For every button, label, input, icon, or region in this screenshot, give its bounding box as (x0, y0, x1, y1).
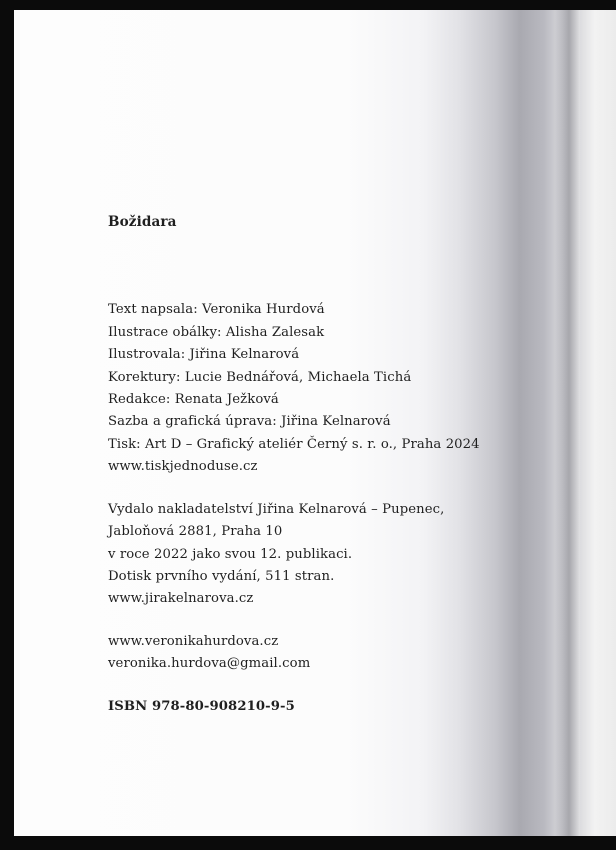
credit-cover-illustration: Ilustrace obálky: Alisha Zalesak (108, 325, 325, 340)
publisher-line-1: Vydalo nakladatelství Jiřina Kelnarová – Pupenec, (108, 502, 445, 517)
author-email: veronika.hurdova@gmail.com (108, 656, 311, 671)
edition-info: Dotisk prvního vydání, 511 stran. (108, 569, 335, 584)
publisher-website: www.jirakelnarova.cz (108, 591, 254, 606)
credit-typesetting: Sazba a grafická úprava: Jiřina Kelnarová (108, 414, 391, 429)
printer-website: www.tiskjednoduse.cz (108, 459, 258, 474)
credit-illustrator: Ilustrovala: Jiřina Kelnarová (108, 347, 300, 362)
credit-printing: Tisk: Art D – Grafický ateliér Černý s. r. o., Praha 2024 (108, 437, 480, 452)
credit-author: Text napsala: Veronika Hurdová (108, 302, 325, 317)
publication-year: v roce 2022 jako svou 12. publikaci. (108, 547, 353, 562)
isbn: ISBN 978-80-908210-9-5 (108, 699, 295, 714)
gutter-shadow (555, 10, 583, 836)
book-title: Božidara (108, 214, 177, 230)
author-website: www.veronikahurdova.cz (108, 634, 279, 649)
publisher-address: Jabloňová 2881, Praha 10 (108, 524, 283, 539)
credit-editor: Redakce: Renata Ježková (108, 392, 279, 407)
facing-page-edge (580, 10, 616, 836)
credit-proofreading: Korektury: Lucie Bednářová, Michaela Tichá (108, 370, 412, 385)
